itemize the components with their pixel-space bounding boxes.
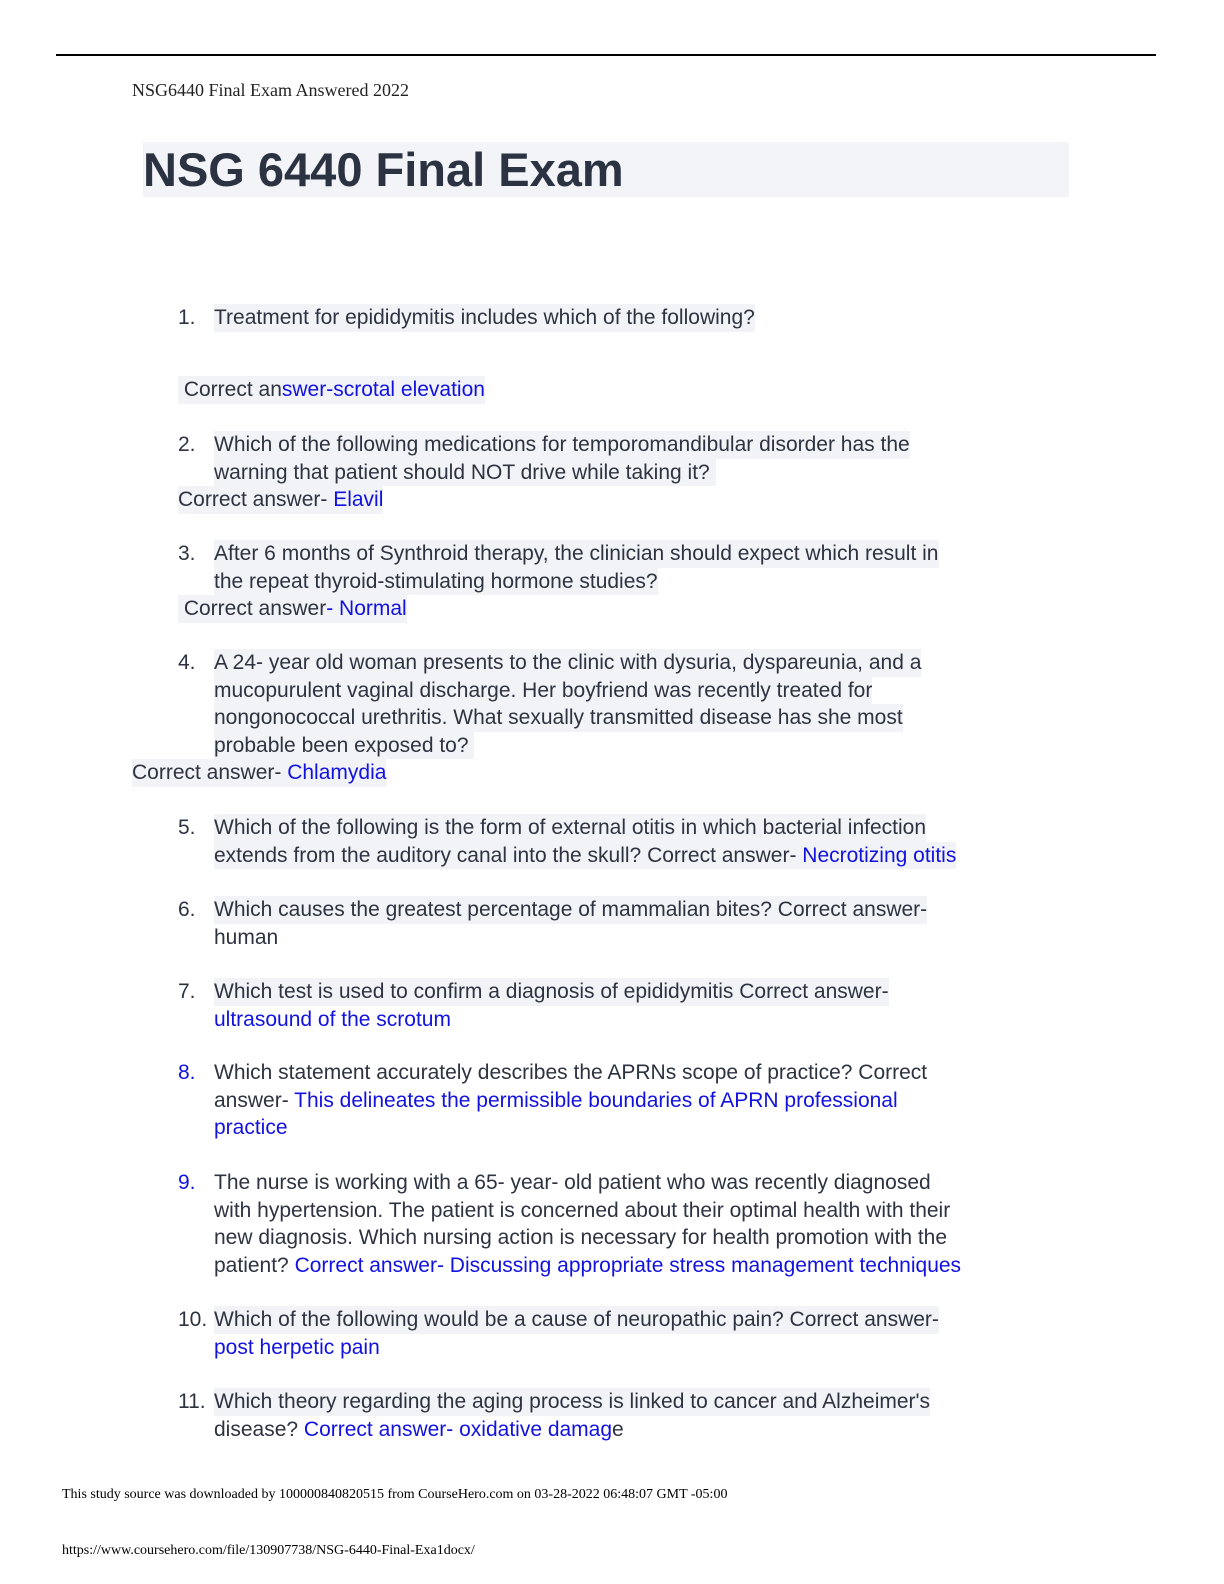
answer-value: swer-scrotal elevation — [281, 378, 485, 401]
question-number: 8. — [178, 1061, 196, 1084]
question-number: 4. — [178, 651, 196, 674]
question-text-line: Which of the following would be a cause of neuropathic pain? Correct answer- — [214, 1306, 939, 1334]
question-text-line: disease? — [214, 1417, 304, 1441]
answer-4 — [132, 759, 386, 787]
answer-label: Correct answer- — [178, 488, 334, 511]
question-text-line: Which theory regarding the aging process is linked to cancer and Alzheimer's — [214, 1388, 930, 1416]
question-text-line: patient? — [214, 1253, 295, 1277]
answer-value: Necrotizing otitis — [802, 843, 957, 867]
answer-value: - Normal — [326, 597, 407, 620]
question-text-line: answer- — [214, 1088, 295, 1112]
question-text-line: nongonococcal urethritis. What sexually transmitted disease has she most — [214, 704, 903, 732]
answer-value: practice — [214, 1116, 288, 1139]
answer-value: Elavil — [333, 488, 384, 511]
answer-label: Correct answer — [178, 597, 327, 620]
question-text-line: Which causes the greatest percentage of mammalian bites? Correct answer- — [214, 896, 927, 924]
question-text-line: Which of the following medications for temporomandibular disorder has the — [214, 431, 910, 459]
question-text-line: A 24- year old woman presents to the clinic with dysuria, dyspareunia, and a — [214, 649, 921, 677]
question-number: 10. — [178, 1308, 208, 1331]
answer-value: post herpetic pain — [214, 1335, 380, 1359]
question-number: 2. — [178, 433, 196, 456]
answer-value: Correct answer- oxidative damag — [303, 1417, 613, 1441]
answer-value: Correct answer- Discussing appropriate stress management techniques — [294, 1253, 962, 1277]
question-number: 5. — [178, 816, 196, 839]
answer-label: Correct answer- — [132, 761, 288, 784]
document-header: NSG6440 Final Exam Answered 2022 — [132, 80, 409, 100]
answer-3 — [178, 595, 407, 623]
answer-value: Chlamydia — [287, 761, 387, 784]
answer-1 — [178, 376, 485, 404]
source-url-link[interactable]: https://www.coursehero.com/file/130907738/NSG-6440-Final-Exa1docx/ — [62, 1543, 475, 1558]
question-text-line: probable been exposed to? — [214, 732, 474, 760]
answer-2 — [178, 486, 383, 514]
question-text: Treatment for epididymitis includes which of the following? — [214, 304, 755, 332]
question-text-line: Which of the following is the form of external otitis in which bacterial infection — [214, 814, 926, 842]
answer-label: Correct an — [178, 378, 282, 401]
question-text-line: extends from the auditory canal into the skull? Correct answer- — [214, 843, 803, 867]
question-text-line: After 6 months of Synthroid therapy, the clinician should expect which result in — [214, 540, 939, 568]
answer-value: human — [214, 925, 279, 949]
question-text-line: Which statement accurately describes the APRNs scope of practice? Correct — [214, 1061, 928, 1084]
question-number: 1. — [178, 306, 196, 329]
question-text-line: the repeat thyroid-stimulating hormone studies? — [214, 568, 658, 596]
answer-value: ultrasound of the scrotum — [214, 1007, 451, 1031]
page-title: NSG 6440 Final Exam — [143, 142, 1069, 197]
answer-value: This delineates the permissible boundaries of APRN professional — [294, 1088, 898, 1112]
question-text-line: The nurse is working with a 65- year- old patient who was recently diagnosed — [214, 1171, 931, 1194]
question-text-line: mucopurulent vaginal discharge. Her boyfriend was recently treated for — [214, 677, 872, 705]
question-number: 6. — [178, 898, 196, 921]
question-text-line: new diagnosis. Which nursing action is necessary for health promotion with the — [214, 1226, 948, 1249]
question-number: 9. — [178, 1171, 196, 1194]
source-footer: This study source was downloaded by 100000840820515 from CourseHero.com on 03-28-2022 06:48:07 GMT -05:00 — [62, 1487, 728, 1502]
question-text-line: with hypertension. The patient is concerned about their optimal health with their — [214, 1198, 951, 1222]
question-number: 3. — [178, 542, 196, 565]
answer-tail: e — [612, 1417, 624, 1441]
question-number: 11. — [178, 1390, 206, 1413]
top-rule — [56, 54, 1156, 56]
question-number: 7. — [178, 980, 196, 1003]
question-text-line: Which test is used to confirm a diagnosis of epididymitis Correct answer- — [214, 978, 889, 1006]
question-text-line: warning that patient should NOT drive while taking it? — [214, 459, 716, 487]
